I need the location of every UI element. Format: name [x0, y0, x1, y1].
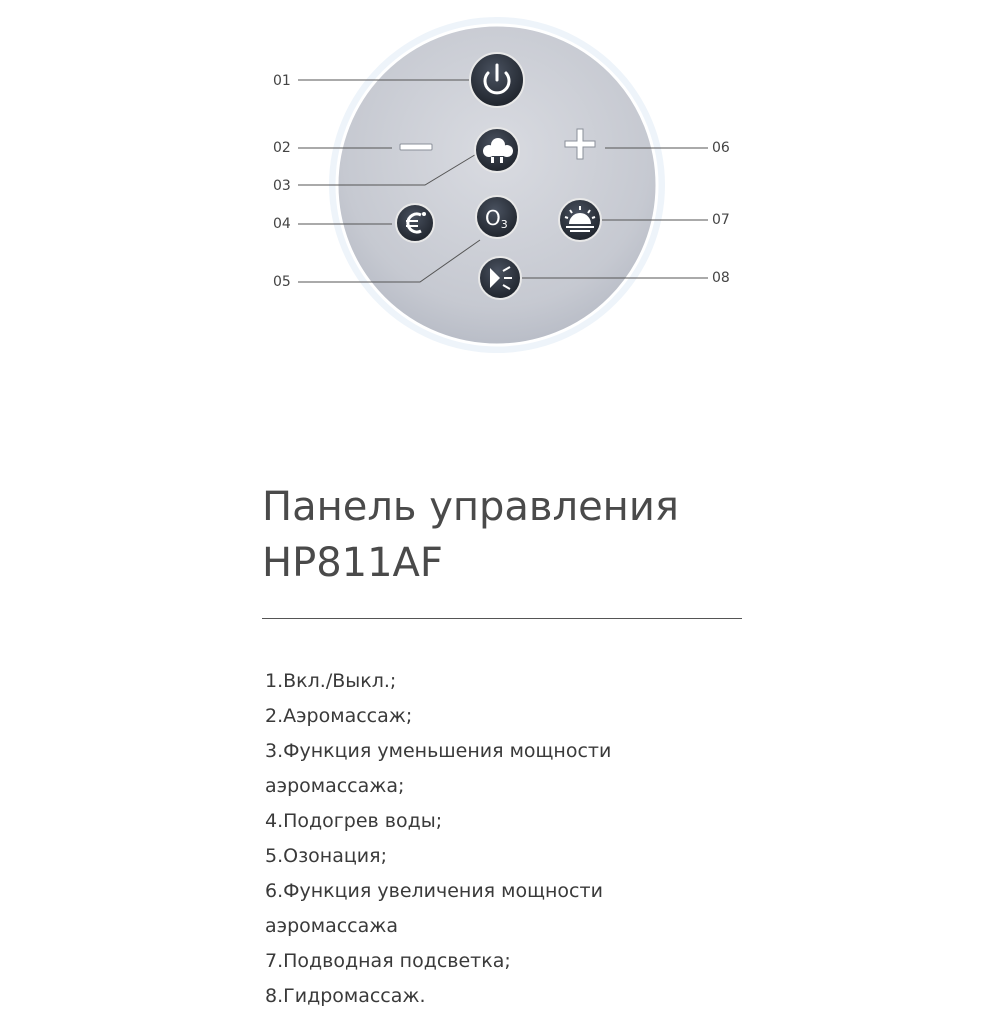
callout-05: 05 [273, 274, 291, 290]
water-heating-button[interactable] [396, 204, 434, 242]
ozone-icon: O3 [485, 206, 508, 231]
underwater-light-button[interactable] [559, 199, 601, 241]
minus-icon [400, 144, 432, 150]
control-panel-diagram [0, 0, 1000, 400]
callout-01: 01 [273, 73, 291, 89]
legend-item: аэромассажа [265, 915, 399, 937]
button-legend [265, 664, 745, 1014]
callout-04: 04 [273, 216, 291, 232]
legend-item: 2.Аэромассаж; [265, 705, 413, 727]
legend-item: 4.Подогрев воды; [265, 810, 443, 832]
legend-item: 6.Функция увеличения мощности [265, 880, 603, 902]
minus-button[interactable] [396, 137, 436, 159]
legend-item: аэромассажа; [265, 775, 405, 797]
callout-02: 02 [273, 140, 291, 156]
model-name: HP811AF [262, 540, 443, 586]
legend-item: 7.Подводная подсветка; [265, 950, 511, 972]
callout-06: 06 [712, 140, 730, 156]
legend-item: 8.Гидромассаж. [265, 985, 426, 1007]
ozonation-button[interactable] [476, 196, 518, 238]
page-title: Панель управления [262, 484, 679, 530]
callout-03: 03 [273, 178, 291, 194]
divider [262, 618, 742, 619]
callout-08: 08 [712, 270, 730, 286]
legend-item: 3.Функция уменьшения мощности [265, 740, 612, 762]
callout-07: 07 [712, 212, 730, 228]
power-button[interactable] [470, 53, 524, 107]
control-panel-svg [0, 0, 1000, 400]
legend-item: 1.Вкл./Выкл.; [265, 670, 397, 692]
aeromassage-button[interactable] [475, 128, 519, 172]
hydromassage-button[interactable] [479, 257, 521, 299]
legend-item: 5.Озонация; [265, 845, 387, 867]
plus-button[interactable] [560, 125, 600, 165]
